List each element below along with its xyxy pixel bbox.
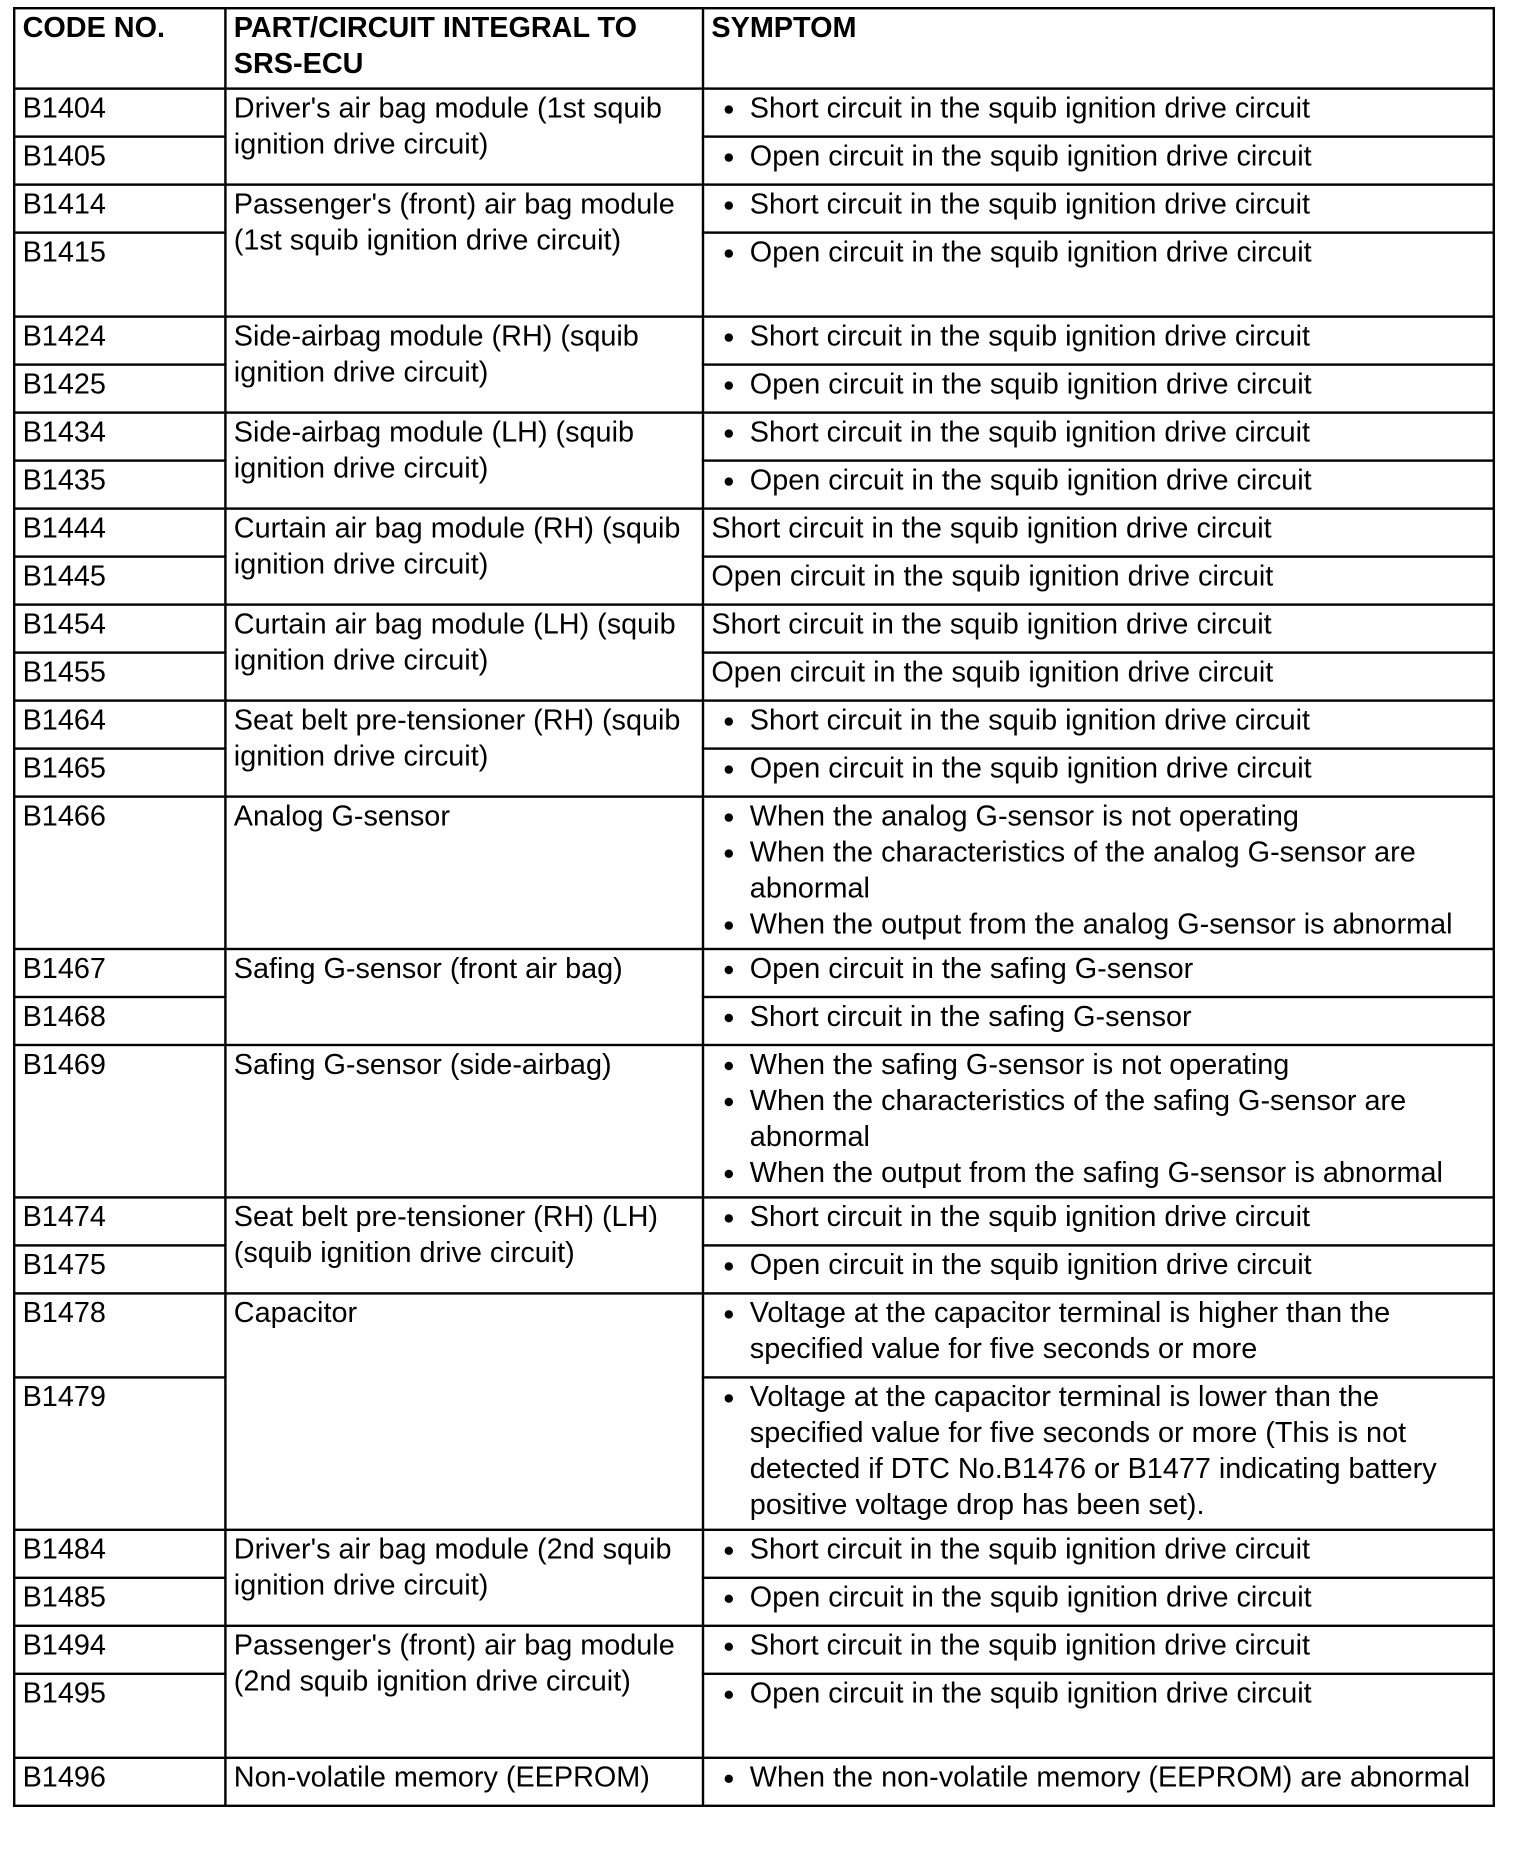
symptom-list xyxy=(711,1200,1485,1236)
symptom-list xyxy=(711,951,1485,987)
symptom-item: Short circuit in the squib ignition drive circuit xyxy=(711,1532,1485,1568)
part-cell: Passenger's (front) air bag module (1st squib ignition drive circuit) xyxy=(225,185,703,317)
symptom-item: Short circuit in the squib ignition drive circuit xyxy=(711,91,1485,127)
table-row xyxy=(14,89,1494,137)
table-row xyxy=(14,509,1494,557)
table-body xyxy=(14,89,1494,1806)
symptom-item: Short circuit in the squib ignition drive circuit xyxy=(711,187,1485,223)
header-part: PART/CIRCUIT INTEGRAL TO SRS-ECU xyxy=(225,8,703,88)
symptom-cell xyxy=(703,185,1494,233)
part-cell: Passenger's (front) air bag module (2nd squib ignition drive circuit) xyxy=(225,1626,703,1758)
symptom-item: When the characteristics of the safing G-sensor are abnormal xyxy=(711,1083,1485,1155)
part-cell: Side-airbag module (LH) (squib ignition drive circuit) xyxy=(225,413,703,509)
code-cell: B1467 xyxy=(14,949,225,997)
dtc-table-document xyxy=(13,7,1495,1807)
symptom-item: Open circuit in the squib ignition drive circuit xyxy=(711,139,1485,175)
part-cell: Non-volatile memory (EEPROM) xyxy=(225,1758,703,1806)
code-cell: B1414 xyxy=(14,185,225,233)
table-row xyxy=(14,1758,1494,1806)
symptom-item: Open circuit in the squib ignition drive circuit xyxy=(711,463,1485,499)
table-row xyxy=(14,185,1494,233)
table-row xyxy=(14,413,1494,461)
header-row xyxy=(14,8,1494,88)
symptom-list xyxy=(711,799,1485,943)
symptom-item: When the characteristics of the analog G-sensor are abnormal xyxy=(711,835,1485,907)
part-cell: Curtain air bag module (LH) (squib ignition drive circuit) xyxy=(225,605,703,701)
symptom-list xyxy=(711,91,1485,127)
dtc-table xyxy=(13,7,1495,1807)
header-symptom: SYMPTOM xyxy=(703,8,1494,88)
symptom-cell xyxy=(703,749,1494,797)
symptom-list xyxy=(711,1248,1485,1284)
code-cell: B1434 xyxy=(14,413,225,461)
symptom-list xyxy=(711,235,1485,271)
symptom-item: Short circuit in the squib ignition drive circuit xyxy=(711,1200,1485,1236)
symptom-cell xyxy=(703,233,1494,317)
symptom-item: Open circuit in the squib ignition drive circuit xyxy=(711,1676,1485,1712)
part-cell: Seat belt pre-tensioner (RH) (LH) (squib ignition drive circuit) xyxy=(225,1197,703,1293)
symptom-list xyxy=(711,1296,1485,1368)
table-row xyxy=(14,1626,1494,1674)
code-cell: B1425 xyxy=(14,365,225,413)
code-cell: B1465 xyxy=(14,749,225,797)
symptom-list xyxy=(711,1380,1485,1524)
symptom-item: When the analog G-sensor is not operating xyxy=(711,799,1485,835)
symptom-list xyxy=(711,703,1485,739)
symptom-text: Short circuit in the squib ignition drive circuit xyxy=(711,512,1272,545)
code-cell: B1475 xyxy=(14,1245,225,1293)
table-row xyxy=(14,797,1494,949)
table-row xyxy=(14,1197,1494,1245)
symptom-cell xyxy=(703,1377,1494,1529)
symptom-item: Short circuit in the squib ignition drive circuit xyxy=(711,319,1485,355)
table-row xyxy=(14,949,1494,997)
symptom-cell xyxy=(703,1245,1494,1293)
symptom-item: When the output from the analog G-sensor is abnormal xyxy=(711,907,1485,943)
table-row xyxy=(14,1293,1494,1377)
code-cell: B1424 xyxy=(14,317,225,365)
symptom-cell xyxy=(703,413,1494,461)
code-cell: B1478 xyxy=(14,1293,225,1377)
symptom-cell xyxy=(703,1197,1494,1245)
symptom-cell xyxy=(703,1293,1494,1377)
symptom-cell xyxy=(703,997,1494,1045)
code-cell: B1469 xyxy=(14,1045,225,1197)
code-cell: B1479 xyxy=(14,1377,225,1529)
symptom-cell xyxy=(703,1758,1494,1806)
code-cell: B1445 xyxy=(14,557,225,605)
code-cell: B1468 xyxy=(14,997,225,1045)
symptom-list xyxy=(711,187,1485,223)
symptom-item: When the output from the safing G-sensor is abnormal xyxy=(711,1155,1485,1191)
table-row xyxy=(14,605,1494,653)
code-cell: B1474 xyxy=(14,1197,225,1245)
code-cell: B1484 xyxy=(14,1530,225,1578)
symptom-item: Short circuit in the squib ignition drive circuit xyxy=(711,1628,1485,1664)
code-cell: B1405 xyxy=(14,137,225,185)
symptom-text: Open circuit in the squib ignition drive circuit xyxy=(711,560,1274,593)
symptom-cell xyxy=(703,605,1494,653)
symptom-list xyxy=(711,415,1485,451)
table-row xyxy=(14,317,1494,365)
code-cell: B1454 xyxy=(14,605,225,653)
symptom-cell xyxy=(703,1045,1494,1197)
symptom-cell xyxy=(703,509,1494,557)
symptom-item: Short circuit in the squib ignition drive circuit xyxy=(711,703,1485,739)
symptom-item: When the non-volatile memory (EEPROM) are abnormal xyxy=(711,1760,1485,1796)
symptom-item: Short circuit in the squib ignition drive circuit xyxy=(711,415,1485,451)
symptom-item: Voltage at the capacitor terminal is lower than the specified value for five seconds or more (This is not detected if DTC No.B1476 or B1477 indicating battery positive voltage drop has been set). xyxy=(711,1380,1485,1524)
symptom-cell xyxy=(703,797,1494,949)
symptom-item: Open circuit in the squib ignition drive circuit xyxy=(711,367,1485,403)
table-row xyxy=(14,1045,1494,1197)
symptom-item: Open circuit in the safing G-sensor xyxy=(711,951,1485,987)
symptom-item: Open circuit in the squib ignition drive circuit xyxy=(711,235,1485,271)
symptom-cell xyxy=(703,1674,1494,1758)
table-row xyxy=(14,1530,1494,1578)
symptom-cell xyxy=(703,949,1494,997)
symptom-text: Short circuit in the squib ignition drive circuit xyxy=(711,608,1272,641)
part-cell: Seat belt pre-tensioner (RH) (squib ignition drive circuit) xyxy=(225,701,703,797)
part-cell: Driver's air bag module (1st squib ignition drive circuit) xyxy=(225,89,703,185)
symptom-list xyxy=(711,1580,1485,1616)
symptom-cell xyxy=(703,137,1494,185)
code-cell: B1466 xyxy=(14,797,225,949)
code-cell: B1494 xyxy=(14,1626,225,1674)
code-cell: B1404 xyxy=(14,89,225,137)
code-cell: B1444 xyxy=(14,509,225,557)
part-cell: Analog G-sensor xyxy=(225,797,703,949)
part-cell: Driver's air bag module (2nd squib ignition drive circuit) xyxy=(225,1530,703,1626)
symptom-cell xyxy=(703,317,1494,365)
symptom-item: Voltage at the capacitor terminal is higher than the specified value for five seconds or more xyxy=(711,1296,1485,1368)
symptom-cell xyxy=(703,89,1494,137)
symptom-list xyxy=(711,463,1485,499)
code-cell: B1415 xyxy=(14,233,225,317)
symptom-item: Open circuit in the squib ignition drive circuit xyxy=(711,751,1485,787)
symptom-list xyxy=(711,1676,1485,1712)
symptom-list xyxy=(711,139,1485,175)
symptom-list xyxy=(711,999,1485,1035)
symptom-list xyxy=(711,1532,1485,1568)
symptom-list xyxy=(711,319,1485,355)
part-cell: Curtain air bag module (RH) (squib ignition drive circuit) xyxy=(225,509,703,605)
symptom-list xyxy=(711,1628,1485,1664)
symptom-item: Open circuit in the squib ignition drive circuit xyxy=(711,1580,1485,1616)
code-cell: B1435 xyxy=(14,461,225,509)
header-code: CODE NO. xyxy=(14,8,225,88)
code-cell: B1496 xyxy=(14,1758,225,1806)
symptom-cell xyxy=(703,557,1494,605)
part-cell: Capacitor xyxy=(225,1293,703,1529)
symptom-list xyxy=(711,751,1485,787)
part-cell: Side-airbag module (RH) (squib ignition drive circuit) xyxy=(225,317,703,413)
symptom-cell xyxy=(703,1578,1494,1626)
code-cell: B1485 xyxy=(14,1578,225,1626)
symptom-list xyxy=(711,1047,1485,1191)
symptom-cell xyxy=(703,1626,1494,1674)
symptom-cell xyxy=(703,1530,1494,1578)
part-cell: Safing G-sensor (front air bag) xyxy=(225,949,703,1045)
table-row xyxy=(14,701,1494,749)
part-cell: Safing G-sensor (side-airbag) xyxy=(225,1045,703,1197)
symptom-list xyxy=(711,1760,1485,1796)
symptom-cell xyxy=(703,461,1494,509)
symptom-cell xyxy=(703,653,1494,701)
symptom-item: Open circuit in the squib ignition drive circuit xyxy=(711,1248,1485,1284)
symptom-cell xyxy=(703,365,1494,413)
symptom-cell xyxy=(703,701,1494,749)
code-cell: B1455 xyxy=(14,653,225,701)
symptom-text: Open circuit in the squib ignition drive circuit xyxy=(711,656,1274,689)
symptom-list xyxy=(711,367,1485,403)
code-cell: B1464 xyxy=(14,701,225,749)
symptom-item: When the safing G-sensor is not operating xyxy=(711,1047,1485,1083)
code-cell: B1495 xyxy=(14,1674,225,1758)
symptom-item: Short circuit in the safing G-sensor xyxy=(711,999,1485,1035)
